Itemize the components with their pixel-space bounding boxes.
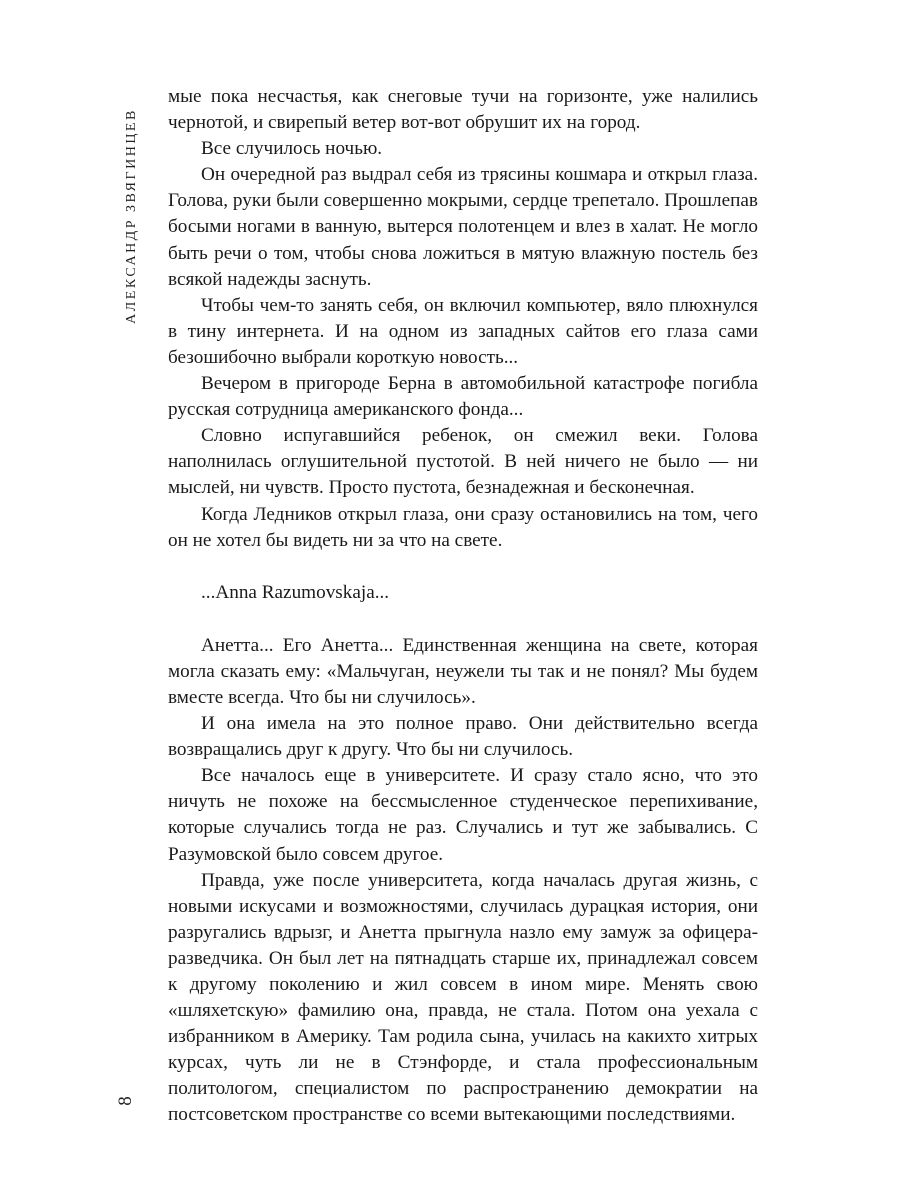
- paragraph: Словно испугавшийся ребенок, он смежил веки. Голова наполнилась оглушительной пустотой. В ней ничего не было — ни мыслей, ни чувств. Просто пустота, безнадежная и бесконечная.: [168, 425, 758, 499]
- running-head: [125, 108, 139, 323]
- paragraph: мые пока несчастья, как снеговые тучи на горизонте, уже налились чернотой, и свирепый ветер вот-вот обрушит их на город.: [168, 86, 758, 134]
- paragraph: Вечером в пригороде Берна в автомобильной катастрофе погибла русская сотрудница американского фонда...: [168, 373, 758, 421]
- callout-line: ...Anna Razumovskaja...: [201, 581, 390, 603]
- paragraph: И она имела на это полное право. Они действительно всегда возвращались друг к другу. Что бы ни случилось.: [168, 713, 758, 761]
- paragraph: Чтобы чем-то занять себя, он включил компьютер, вяло плюхнулся в тину интернета. И на одном из западных сайтов его глаза сами безошибочно выбрали короткую новость...: [168, 294, 758, 368]
- paragraph: Все случилось ночью.: [201, 138, 383, 160]
- paragraph: Анетта... Его Анетта... Единственная женщина на свете, которая могла сказать ему: «Мальчуган, неужели ты так и не понял? Мы будем вместе всегда. Что бы ни случилось».: [168, 634, 758, 708]
- author-name: АЛЕКСАНДР ЗВЯГИНЦЕВ: [124, 107, 139, 324]
- paragraph: Когда Ледников открыл глаза, они сразу остановились на том, чего он не хотел бы видеть ни за что на свете.: [168, 503, 758, 551]
- body-text: [168, 84, 758, 1129]
- paragraph: Он очередной раз выдрал себя из трясины кошмара и открыл глаза. Голова, руки были совершенно мокрыми, сердце трепетало. Прошлепав босыми ногами в ванную, вытерся полотенцем и влез в халат. Не могло быть речи о том, чтобы снова ложиться в мятую влажную постель без всякой надежды заснуть.: [168, 164, 758, 290]
- page-number: 8: [115, 1096, 136, 1106]
- paragraph: Правда, уже после университета, когда началась другая жизнь, с новыми искусами и возможностями, случилась дурацкая история, они разругались вдрызг, и Анетта прыгнула назло ему замуж за офицера-разведчика. Он был лет на пятнадцать старше их, принадлежал совсем к другому поколению и жил совсем в ином мире. Менять свою «шляхетскую» фамилию она, правда, не стала. Потом она уехала с избранником в Америку. Там родила сына, училась на какихто хитрых курсах, чуть ли не в Стэнфорде, и стала профессиональным политологом, специалистом по распространению демократии на постсоветском пространстве со всеми вытекающими последствиями.: [168, 869, 758, 1126]
- paragraph: Все началось еще в университете. И сразу стало ясно, что это ничуть не похоже на бессмысленное студенческое перепихивание, которые случались тогда не раз. Случались и тут же забывались. С Разумовской было совсем другое.: [168, 765, 758, 865]
